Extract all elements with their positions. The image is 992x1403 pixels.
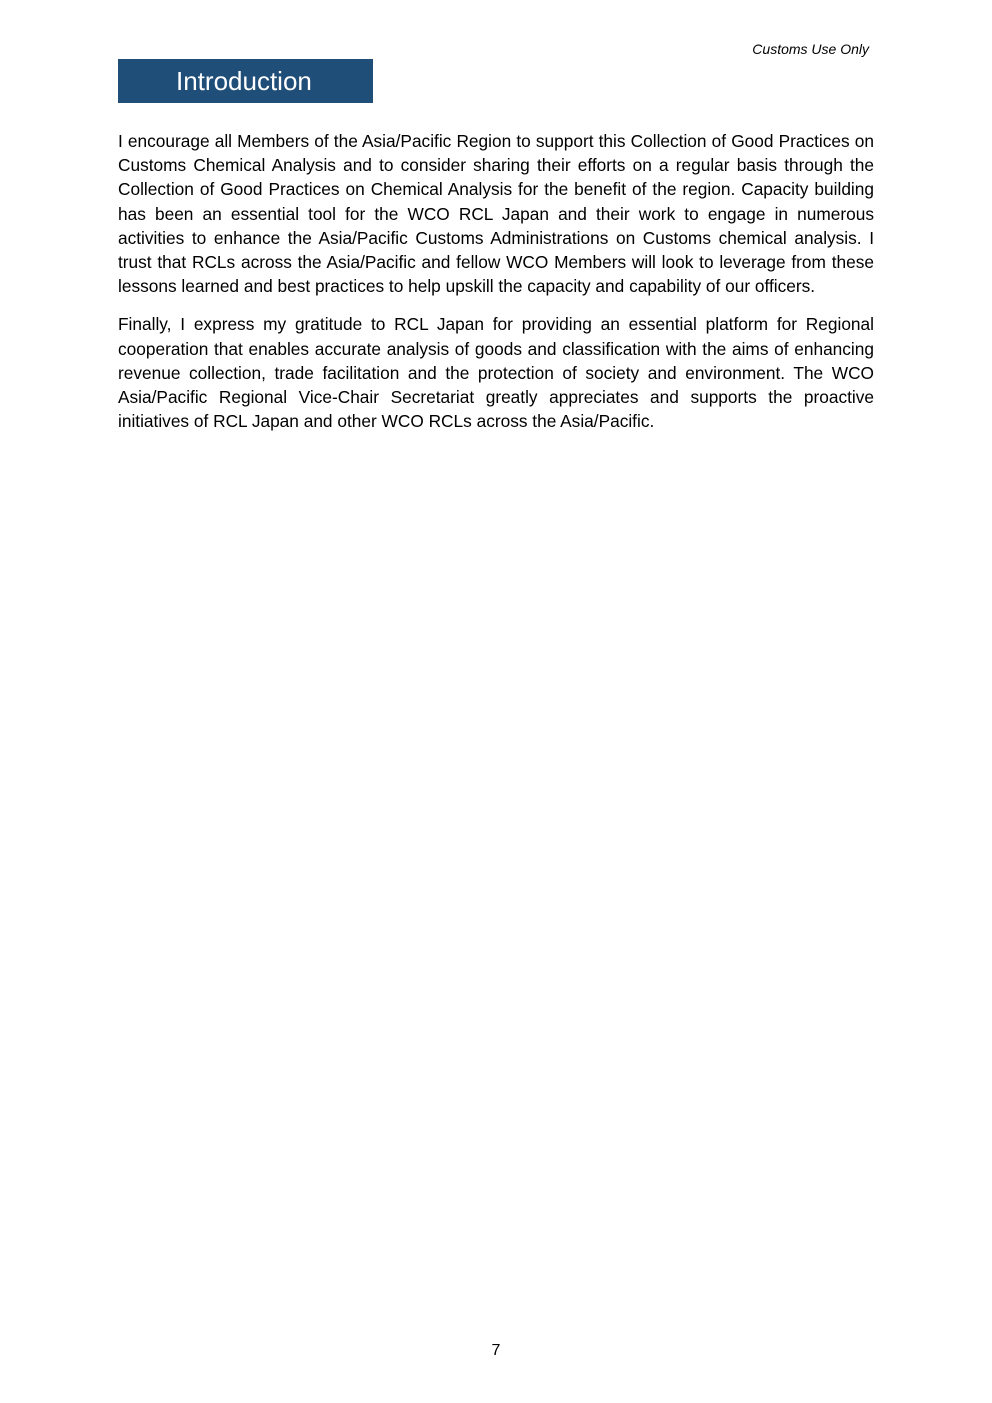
classification-label: Customs Use Only [752,41,869,57]
paragraph: Finally, I express my gratitude to RCL Japan for providing an essential platform for Regional cooperation that enables accurate analysis of goods and classification with the aims of enhancing revenue collection, trade facilitation and the protection of society and environment. The WCO Asia/Pacific Regional Vice-Chair Secretariat greatly appreciates and supports the proactive initiatives of RCL Japan and other WCO RCLs across the Asia/Pacific. [118,314,874,432]
section-title: Introduction [176,66,312,96]
page-number: 7 [491,1342,501,1359]
section-banner [118,59,373,103]
paragraph: I encourage all Members of the Asia/Pacific Region to support this Collection of Good Practices on Customs Chemical Analysis and to consider sharing their efforts on a regular basis through the Collection of Good Practices on Chemical Analysis for the benefit of the region. Capacity building has been an essential tool for the WCO RCL Japan and their work to engage in numerous activities to enhance the Asia/Pacific Customs Administrations on Customs chemical analysis. I trust that RCLs across the Asia/Pacific and fellow WCO Members will look to leverage from these lessons learned and best practices to help upskill the capacity and capability of our officers. [118,131,874,297]
body-text [118,129,874,447]
